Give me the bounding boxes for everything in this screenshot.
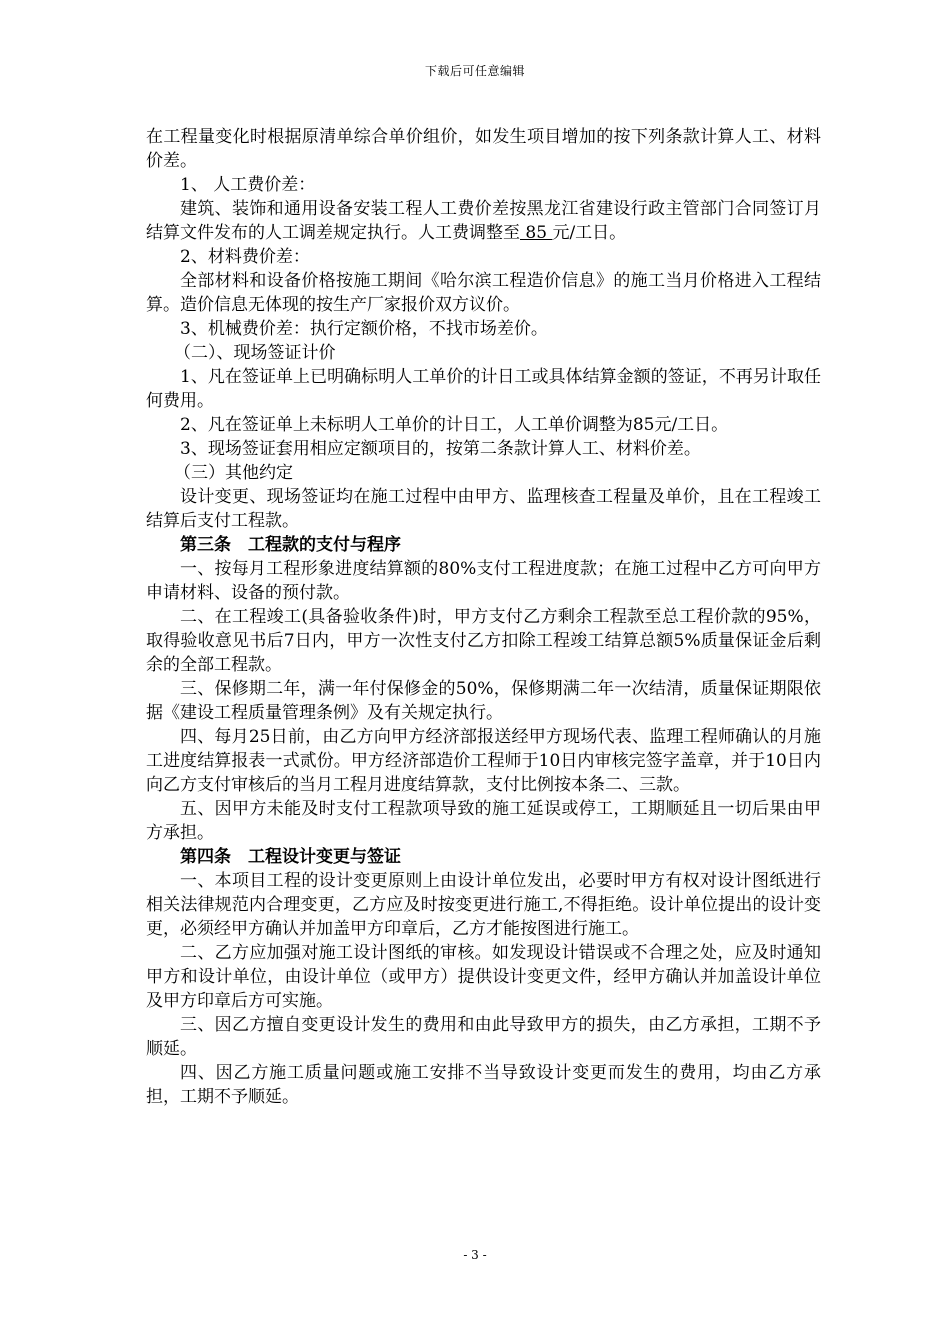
paragraph: 一、本项目工程的设计变更原则上由设计单位发出，必要时甲方有权对设计图纸进行相关法律规范内合理变更，乙方应及时按变更进行施工,不得拒绝。设计单位提出的设计变更，必须经甲方确认并加盖甲方印章后，乙方才能按图进行施工。 <box>146 871 821 939</box>
paragraph: 设计变更、现场签证均在施工过程中由甲方、监理核查工程量及单价，且在工程竣工结算后支付工程款。 <box>146 487 821 531</box>
paragraph: 三、保修期二年，满一年付保修金的50%，保修期满二年一次结清，质量保证期限依据《建设工程质量管理条例》及有关规定执行。 <box>146 679 821 723</box>
paragraph: 四、每月25日前，由乙方向甲方经济部报送经甲方现场代表、监理工程师确认的月施工进度结算报表一式贰份。甲方经济部造价工程师于10日内审核完签字盖章，并于10日内向乙方支付审核后的当月工程月进度结算款，支付比例按本条二、三款。 <box>146 727 821 795</box>
paragraph-text: 元/工日。 <box>552 223 627 243</box>
paragraph: 二、在工程竣工(具备验收条件)时，甲方支付乙方剩余工程款至总工程价款的95%，取得验收意见书后7日内，甲方一次性支付乙方扣除工程竣工结算总额5%质量保证金后剩余的全部工程款。 <box>146 607 821 675</box>
sub-heading: （二）、现场签证计价 <box>174 343 336 363</box>
paragraph: 1、凡在签证单上已明确标明人工单价的计日工或具体结算金额的签证，不再另计取任何费用。 <box>146 367 821 411</box>
sub-heading: （三）其他约定 <box>174 463 293 483</box>
paragraph-text: 建筑、装饰和通用设备安装工程人工费价差按黑龙江省建设行政主管部门合同签订月结算文件发布的人工调差规定执行。人工费调整至 <box>146 199 821 243</box>
paragraph: 2、凡在签证单上未标明人工单价的计日工，人工单价调整为85元/工日。 <box>180 415 729 435</box>
paragraph: 1、 人工费价差： <box>180 175 316 195</box>
paragraph: 五、因甲方未能及时支付工程款项导致的施工延误或停工，工期顺延且一切后果由甲方承担。 <box>146 799 821 843</box>
paragraph: 四、因乙方施工质量问题或施工安排不当导致设计变更而发生的费用，均由乙方承担，工期不予顺延。 <box>146 1063 821 1107</box>
paragraph: 二、乙方应加强对施工设计图纸的审核。如发现设计错误或不合理之处，应及时通知甲方和设计单位，由设计单位（或甲方）提供设计变更文件，经甲方确认并加盖设计单位及甲方印章后方可实施。 <box>146 943 821 1011</box>
paragraph <box>146 197 821 245</box>
page-header: 下载后可任意编辑 <box>424 64 525 78</box>
document-body <box>146 125 821 1109</box>
paragraph: 3、机械费价差：执行定额价格，不找市场差价。 <box>180 319 548 339</box>
paragraph: 在工程量变化时根据原清单综合单价组价，如发生项目增加的按下列条款计算人工、材料价差。 <box>146 127 821 171</box>
article-heading: 第四条 工程设计变更与签证 <box>180 847 401 867</box>
page-number: - 3 - <box>463 1248 487 1262</box>
underlined-value: 85 <box>520 223 553 243</box>
article-heading: 第三条 工程款的支付与程序 <box>180 535 401 555</box>
paragraph: 一、按每月工程形象进度结算额的80%支付工程进度款；在施工过程中乙方可向甲方申请材料、设备的预付款。 <box>146 559 821 603</box>
paragraph: 三、因乙方擅自变更设计发生的费用和由此导致甲方的损失，由乙方承担，工期不予顺延。 <box>146 1015 821 1059</box>
paragraph: 全部材料和设备价格按施工期间《哈尔滨工程造价信息》的施工当月价格进入工程结算。造价信息无体现的按生产厂家报价双方议价。 <box>146 271 821 315</box>
paragraph: 2、材料费价差： <box>180 247 310 267</box>
paragraph: 3、现场签证套用相应定额项目的，按第二条款计算人工、材料价差。 <box>180 439 701 459</box>
